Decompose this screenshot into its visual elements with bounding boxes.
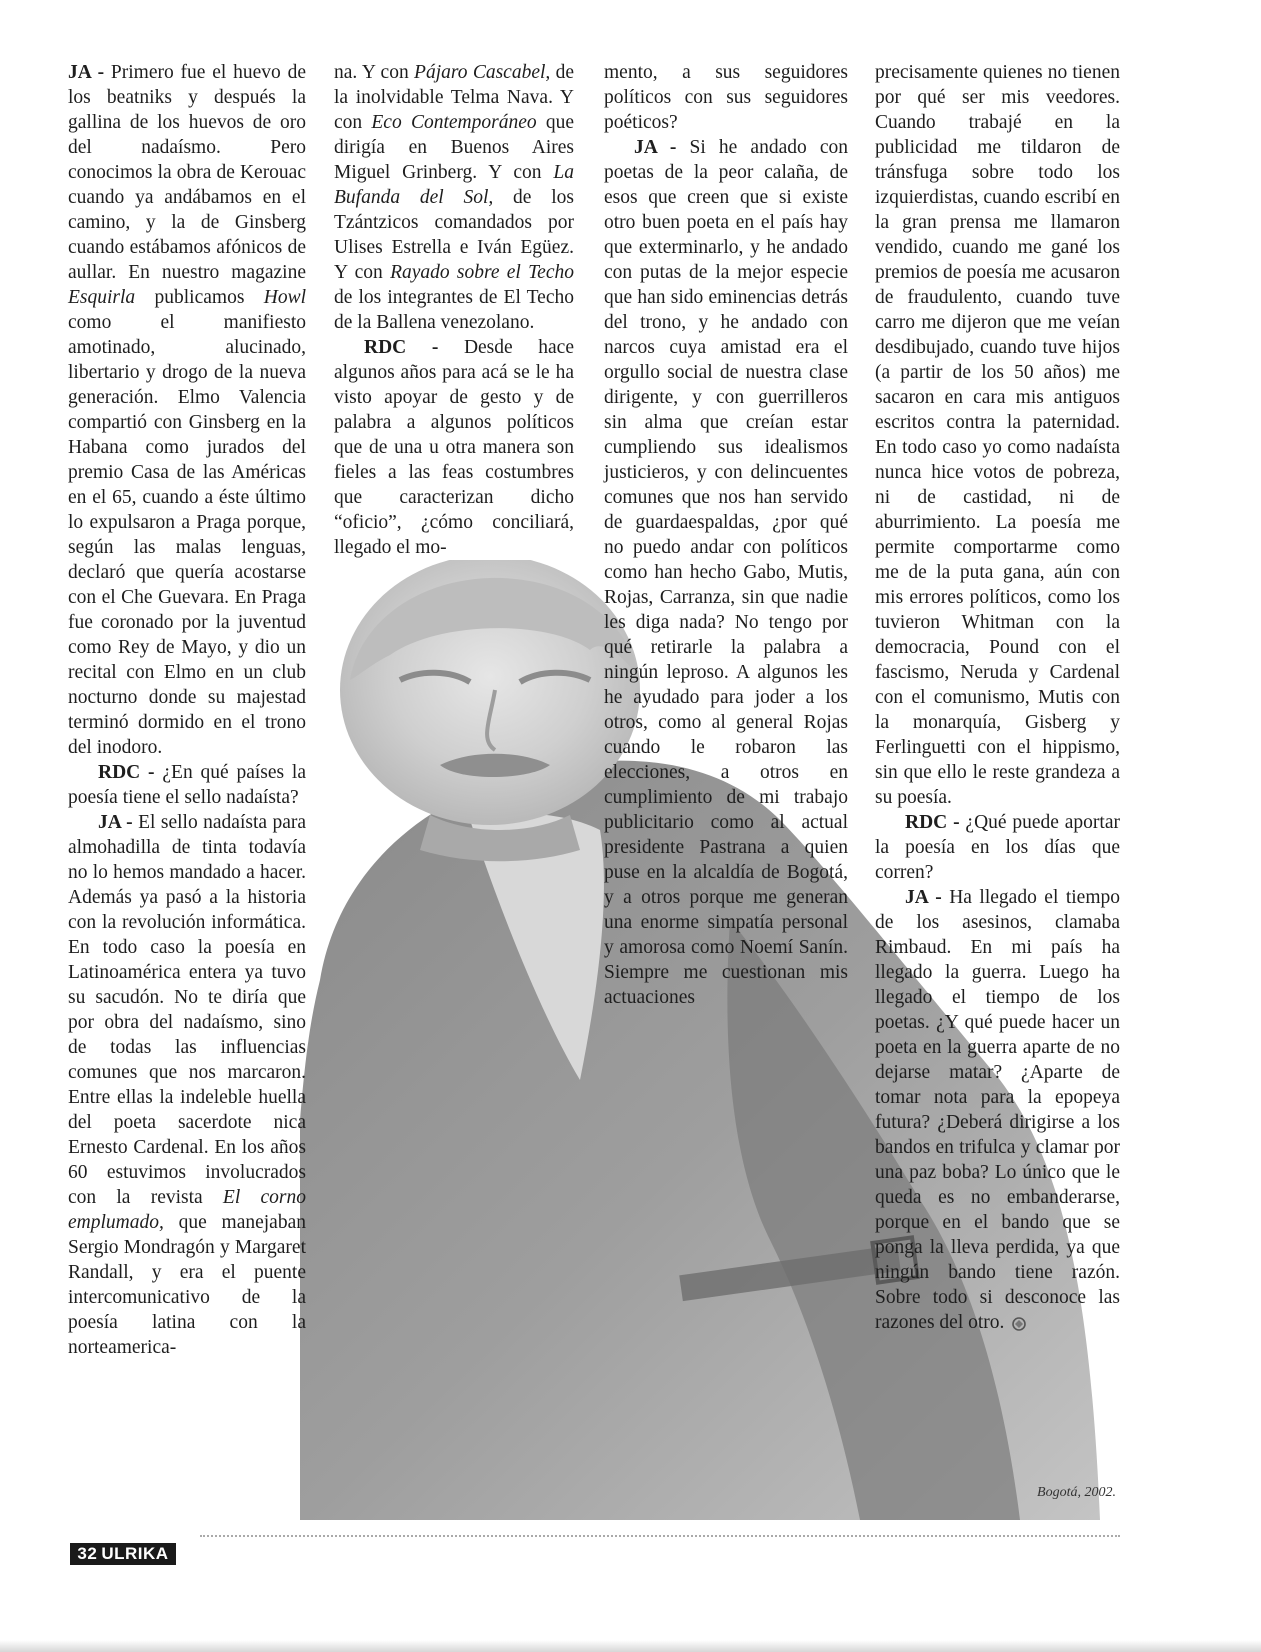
speaker-label: RDC - bbox=[98, 762, 155, 783]
paragraph-text: de los integrantes de El Techo de la Ballena venezolano. bbox=[334, 287, 574, 333]
magazine-title: Rayado sobre el Techo bbox=[390, 262, 574, 283]
paragraph-text: que manejaban Sergio Mondragón y Margaret Randall, y era el puente intercomunicativo de la poesía latina con la norteamerica- bbox=[68, 1212, 306, 1358]
paragraph bbox=[875, 885, 1120, 1335]
text-column-2 bbox=[334, 60, 574, 560]
paragraph-text: ¿Qué puede aportar la poesía en los días que corren? bbox=[875, 812, 1120, 883]
paragraph bbox=[875, 810, 1120, 885]
paragraph bbox=[68, 810, 306, 1360]
paragraph-text: Ha llegado el tiempo de los asesinos, clamaba Rimbaud. En mi país ha llegado la guerra. Luego ha llegado el tiempo de los poetas. ¿Y qué puede hacer un poeta en la guerra aparte de no dejarse matar? ¿Aparte de tomar nota para la epopeya futura? ¿Deberá dirigirse a los bandos en trifulca y clamar por una paz boba? Lo único que le queda es no embanderarse, porque en el bando que se ponga la lleva perdida, ya que ningún bando tiene razón. Sobre todo si desconoce las razones del otro. bbox=[875, 887, 1120, 1333]
page-folio bbox=[70, 1543, 176, 1565]
paragraph-text: Si he andado con poetas de la peor calaña, de esos que creen que si existe otro buen poeta en el país hay que exterminarlo, y he andado con putas de la mejor especie que han sido eminencias detrás del trono, y he andado con narcos cuya amistad era el orgullo social de nuestra clase dirigente, y con guerrilleros sin alma que creían estar cumpliendo sus idealismos justicieros, y con delincuentes comunes que nos han servido de guardaespaldas, ¿por qué no puedo andar con políticos como han hecho Gabo, Mutis, Rojas, Carranza, sin que nadie les diga nada? No tengo por qué retirarle la palabra a ningún leproso. A algunos les he ayudado para joder a los otros, como al general Rojas cuando le robaron las elecciones, a otros en cumplimiento de mi trabajo publicitario como al actual presidente Pastrana a quien puse en la alcaldía de Bogotá, y a otros porque me generan una enorme simpatía personal y amorosa como Noemí Sanín. Siempre me cuestionan mis actuaciones bbox=[604, 137, 848, 1008]
paragraph-text: precisamente quienes no tienen por qué ser mis veedores. Cuando trabajé en la publicidad me tildaron de tránsfuga sobre todo los izquierdistas, cuando escribí en la gran prensa me llamaron vendido, cuando me gané los premios de poesía me acusaron de fraudulento, cuando tuve carro me dijeron que me veían desdibujado, cuando tuve hijos (a partir de los 50 años) me sacaron en cara mis antiguos escritos contra la paternidad. En todo caso yo como nadaísta nunca hice votos de pobreza, ni de castidad, ni de aburrimiento. La poesía me permite comportarme como me de la puta gana, aún con mis errores políticos, como los tuvieron Whitman con la democracia, Pound con el fascismo, Neruda y Cardenal con el comunismo, Mutis con la monarquía, Gisberg y Ferlinguetti con el hippismo, sin que ello le reste grandeza a su poesía. bbox=[875, 62, 1120, 808]
magazine-title: Eco Contemporáneo bbox=[371, 112, 537, 133]
poem-title: Howl bbox=[263, 287, 306, 308]
magazine-title: Esquirla bbox=[68, 287, 136, 308]
paragraph-text: de los Tzántzicos comandados por Ulises Estrella e Iván Egüez. Y con bbox=[334, 187, 574, 283]
speaker-label: JA - bbox=[905, 887, 942, 908]
paragraph-text: como el manifiesto amotinado, alucinado, libertario y drogo de la nueva generación. Elmo Valencia compartió con Ginsberg en la Habana como jurados del premio Casa de las Américas en el 65, cuando a éste último lo expulsaron a Praga porque, según las malas lenguas, declaró que quería acostarse con el Che Guevara. En Praga fue coronado por la juventud como Rey de Mayo, y dio un recital con Elmo en un club nocturno donde su majestad terminó dormido en el trono del inodoro. bbox=[68, 312, 306, 758]
text-column-1 bbox=[68, 60, 306, 1360]
text-column-4 bbox=[875, 60, 1120, 1335]
paragraph-text: publicamos bbox=[135, 287, 264, 308]
paragraph-text: de la inolvidable Telma Nava. Y con bbox=[334, 62, 574, 133]
footer-dotted-rule bbox=[200, 1535, 1120, 1537]
page-edge-shadow bbox=[0, 1640, 1261, 1652]
paragraph-text: Desde hace algunos años para acá se le ha visto apoyar de gesto y de palabra a algunos políticos que de una u otra manera son fieles a las feas costumbres que caracterizan dicho “oficio”, ¿cómo conciliará, llegado el mo- bbox=[334, 337, 574, 558]
magazine-title: Pájaro Cascabel, bbox=[414, 62, 551, 83]
magazine-name: ULRIKA bbox=[101, 1544, 169, 1563]
paragraph bbox=[604, 135, 848, 1010]
paragraph-text: que dirigía en Buenos Aires Miguel Grinberg. Y con bbox=[334, 112, 574, 183]
paragraph-text: mento, a sus seguidores políticos con sus seguidores poéticos? bbox=[604, 62, 848, 133]
paragraph bbox=[334, 60, 574, 335]
paragraph-text: Primero fue el huevo de los beatniks y después la gallina de los huevos de oro del nadaísmo. Pero conocimos la obra de Kerouac cuando ya andábamos en el camino, y la de Ginsberg cuando estábamos afónicos de aullar. En nuestro magazine bbox=[68, 62, 307, 283]
end-of-article-seal-icon bbox=[1009, 1316, 1029, 1332]
text-column-3 bbox=[604, 60, 848, 1010]
paragraph-text: na. Y con bbox=[334, 62, 415, 83]
dateline: Bogotá, 2002. bbox=[1037, 1485, 1116, 1500]
paragraph bbox=[68, 760, 306, 810]
paragraph bbox=[875, 60, 1120, 810]
paragraph-text: ¿En qué países la poesía tiene el sello nadaísta? bbox=[68, 762, 306, 808]
paragraph bbox=[604, 60, 848, 135]
paragraph-text: El sello nadaísta para almohadilla de tinta todavía no lo hemos mandado a hacer. Además ya pasó a la historia con la revolución informática. En todo caso la poesía en Latinoamérica entera ya tuvo su sacudón. No te diría que por obra del nadaísmo, sino de todas las influencias comunes que nos marcaron. Entre ellas la indeleble huella del poeta sacerdote nica Ernesto Cardenal. En los años 60 estuvimos involucrados con la revista bbox=[68, 812, 307, 1208]
speaker-label: RDC - bbox=[905, 812, 960, 833]
speaker-label: JA - bbox=[68, 62, 105, 83]
speaker-label: JA - bbox=[98, 812, 133, 833]
page-number: 32 bbox=[77, 1544, 98, 1563]
magazine-title: La Bufanda del Sol, bbox=[334, 162, 574, 208]
speaker-label: JA - bbox=[634, 137, 677, 158]
paragraph bbox=[334, 335, 574, 560]
paragraph bbox=[68, 60, 306, 760]
magazine-title: El corno emplumado, bbox=[68, 1187, 306, 1233]
speaker-label: RDC - bbox=[364, 337, 439, 358]
